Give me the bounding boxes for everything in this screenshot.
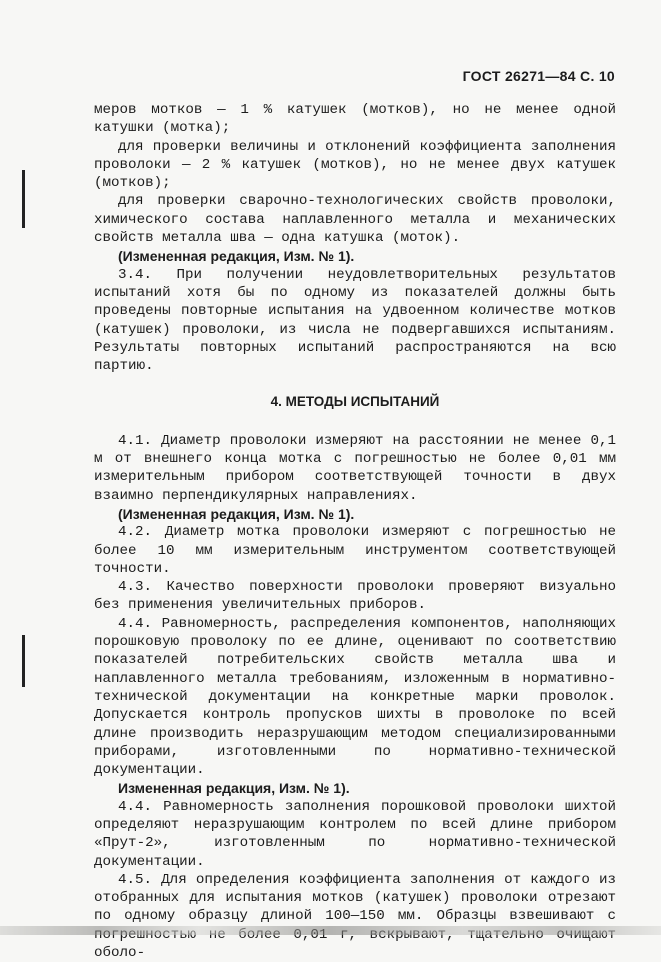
- paragraph-4-2: 4.2. Диаметр мотка проволоки измеряют с погрешностью не более 10 мм измерительным инструментом соответствующей точности.: [94, 524, 616, 577]
- scan-bottom-edge: [0, 926, 661, 935]
- amendment-note: (Измененная редакция, Изм. № 1).: [118, 505, 355, 522]
- paragraph-4-1: 4.1. Диаметр проволоки измеряют на расстоянии не менее 0,1 м от внешнего конца мотка с погрешностью не более 0,01 мм измерительным прибором соответствующей точности в двух взаимно перпендикулярных направлениях.: [94, 432, 616, 504]
- paragraph-4-3: 4.3. Качество поверхности проволоки проверяют визуально без применения увеличительных приборов.: [94, 579, 616, 614]
- section-title: 4. МЕТОДЫ ИСПЫТАНИЙ: [270, 394, 440, 410]
- paragraph: меров мотков — 1 % катушек (мотков), но не менее одной катушки (мотка);: [94, 102, 616, 137]
- amendment-note: Измененная редакция, Изм. № 1).: [118, 780, 350, 797]
- paragraph: для проверки сварочно-технологических свойств проволоки, химического состава наплавленного металла и механических свойств металла шва — одна катушка (моток).: [94, 193, 616, 247]
- amendment-note: (Измененная редакция, Изм. № 1).: [118, 248, 355, 265]
- paragraph-4-5: 4.5. Для определения коэффициента заполнения от каждого из отобранных для испытания мотков (катушек) проволоки отрезают по одному образцу длиной 100—150 мм. Образцы взвешивают с оболо-: [94, 871, 616, 962]
- change-bar-left-lower: [22, 635, 25, 687]
- change-bar-left-upper: [22, 170, 25, 228]
- paragraph-4-4-alt: 4.4. Равномерность заполнения порошковой проволоки шихтой определяют неразрушающим контролем по всей длине прибором «Прут-2», изготовленным по нормативно-технической документации.: [94, 798, 616, 870]
- document-body: [94, 101, 616, 962]
- paragraph: для проверки величины и отклонений коэффициента заполнения проволоки — 2 % катушек (мотков), но не менее двух катушек (мотков);: [94, 138, 616, 192]
- page-header: ГОСТ 26271—84 С. 10: [462, 68, 615, 84]
- paragraph-3-4: 3.4. При получении неудовлетворительных результатов испытаний хотя бы по одному из показателей должны быть проведены повторные испытания на удвоенном количестве мотков (катушек) проволоки, из числа не подвергавшихся испытаниям. Результаты повторных испытаний распространяются на всю партию.: [94, 266, 616, 375]
- paragraph-4-4: 4.4. Равномерность, распределения компонентов, наполняющих порошковую проволоку по ее длине, оценивают по соответствию показателей потребительских свойств металла шва и наплавленного металла требованиям, изложенным в нормативно-технической документации на конкретные марки проволок. Допускается контроль пропусков шихты в проволоке по всей длине производить неразрушающим методом специализированными приборами, изготовленными по нормативно-технической документации.: [94, 615, 616, 779]
